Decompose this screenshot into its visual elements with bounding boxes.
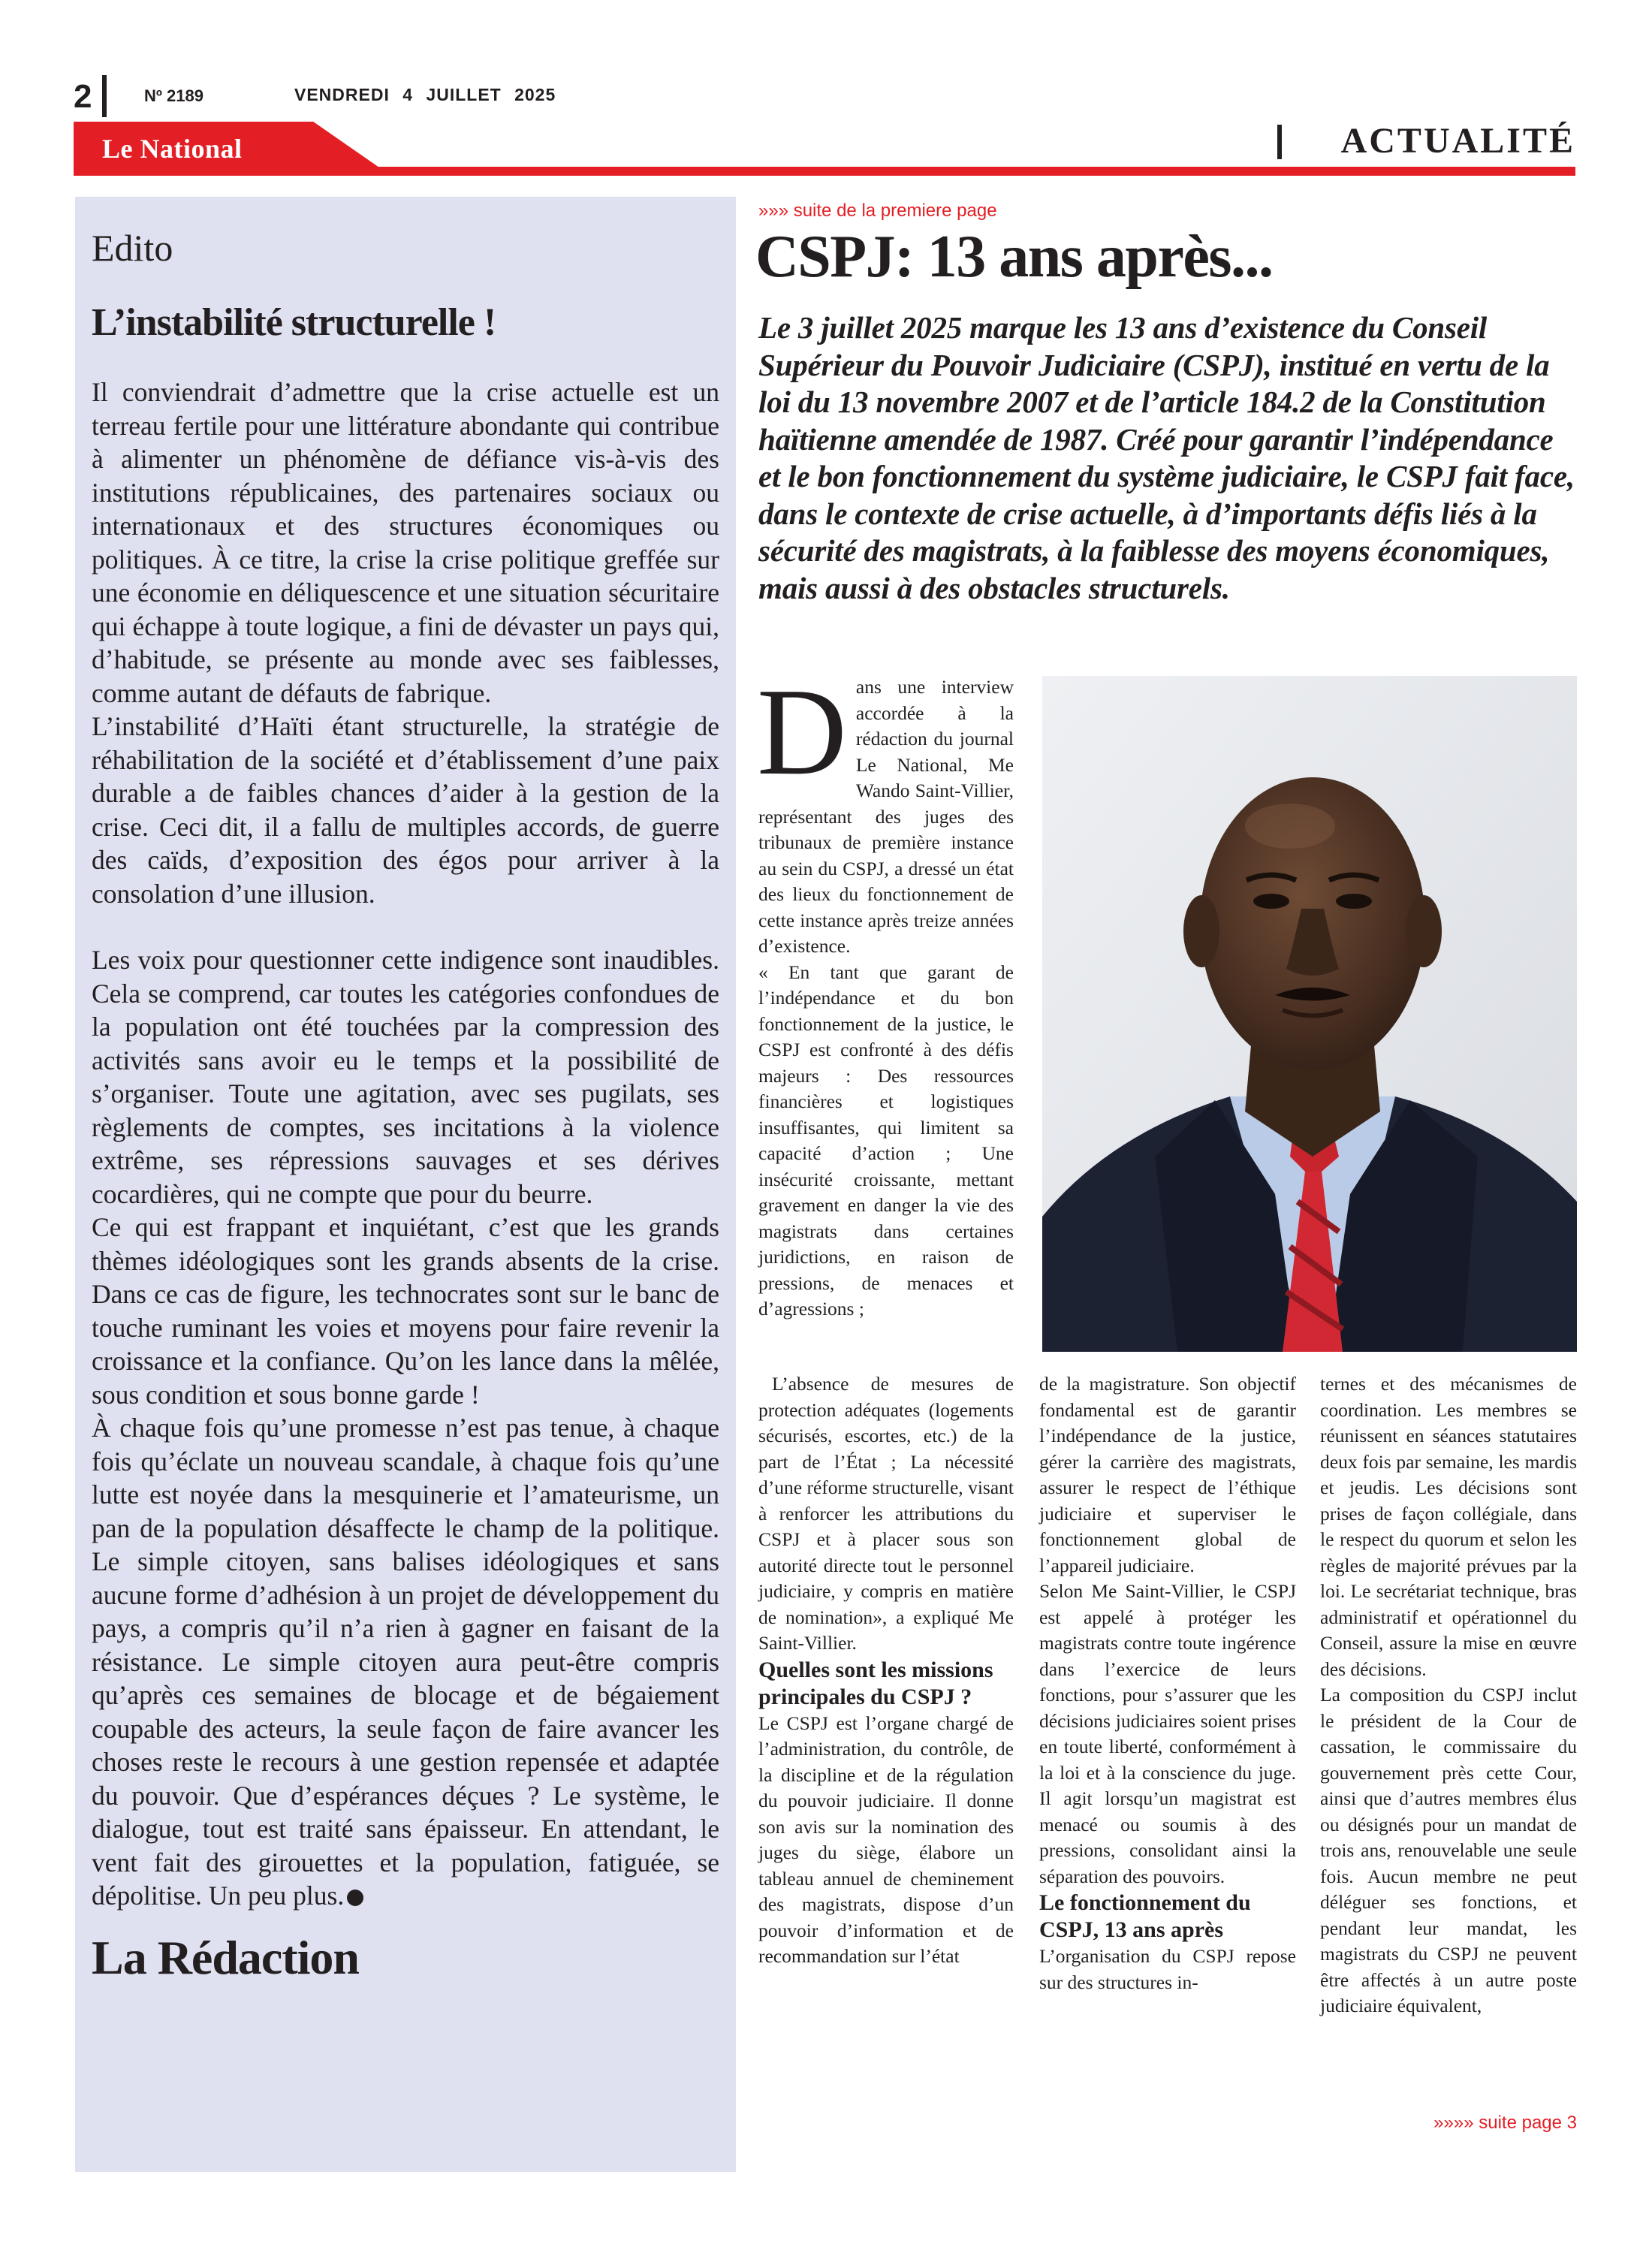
editorial-signature: La Rédaction bbox=[92, 1930, 359, 1984]
issue-number: Nº 2189 bbox=[144, 86, 203, 105]
issue-date: VENDREDI 4 JUILLET 2025 bbox=[294, 85, 556, 104]
continued-from-label: »»» suite de la premiere page bbox=[758, 201, 997, 221]
continued-to-link[interactable]: »»»» suite page 3 bbox=[1433, 2113, 1577, 2133]
editorial-paragraph: L’instabilité d’Haïti étant structurelle, la stratégie de réhabilitation de la société et d’établissement d’une paix durable a de faibles chances d’aider à la gestion de la crise. Ceci dit, il a fallu de multiples accords, de guerre des caïds, d’exposition des égos pour arriver à la consolation d’une illusion. bbox=[92, 711, 719, 909]
portrait-photo bbox=[1042, 676, 1577, 1352]
editorial-box bbox=[75, 197, 736, 2172]
editorial-kicker: Edito bbox=[92, 227, 173, 269]
section-title: ACTUALITÉ bbox=[1340, 121, 1575, 161]
editorial-paragraph: Il conviendrait d’admettre que la crise actuelle est un terreau fertile pour une littérature abondante qui contribue à alimenter un phénomène de défiance vis-à-vis des institutions républicaines, des partenaires sociaux ou internationaux et des structures économiques ou politiques. À ce titre, la crise la crise politique greffée sur une économie en déliquescence et une situation sécuritaire qui échappe à toute logique, a fini de dévaster un pays qui, d’habitude, se présente au monde avec ses faiblesses, comme autant de défauts de fabrique. bbox=[92, 377, 719, 708]
article-subheading: Le fonctionnement du CSPJ, 13 ans après bbox=[1039, 1890, 1251, 1942]
header-divider bbox=[102, 75, 107, 117]
newspaper-brand: Le National bbox=[102, 134, 243, 164]
article-paragraph: L’absence de mesures de protection adéquates (logements sécurisés, escortes, etc.) de la part de l’État ; La nécessité d’une réforme structurelle, visant à renforcer les attributions du CSPJ et à placer sous son autorité directe tout le personnel judiciaire, y compris en matière de nomination», a expliqué Me Saint-Villier. bbox=[758, 1373, 1014, 1654]
article-paragraph: La composition du CSPJ inclut le président de la Cour de cassation, le commissaire du gouvernement près cette Cour, ainsi que d’autres membres élus ou désignés pour un mandat de trois ans, renouvelable une seule fois. Aucun membre ne peut déléguer ses fonctions, et pendant leur mandat, les magistrats du CSPJ ne peuvent être affectés à un autre poste judiciaire équivalent, bbox=[1320, 1684, 1577, 2016]
page-number: 2 bbox=[74, 78, 92, 115]
article-title: CSPJ: 13 ans après... bbox=[755, 224, 1273, 290]
article-column-1-lower bbox=[758, 1371, 1014, 1970]
article-column-2 bbox=[1039, 1371, 1296, 1995]
article-column-1 bbox=[757, 662, 1014, 1323]
article-paragraph: Selon Me Saint-Villier, le CSPJ est appelé à protéger les magistrats contre toute ingérence dans l’exercice de leurs fonctions, pour s’assurer que les décisions judiciaires soient prises en toute liberté, conformément à la loi et à la conscience du juge. Il agit lorsqu’un magistrat est menacé ou soumis à des pressions, consolidant ainsi la séparation des pouvoirs. bbox=[1039, 1580, 1296, 1887]
editorial-paragraph-last bbox=[92, 1411, 719, 1913]
article-paragraph: de la magistrature. Son objectif fondamental est de garantir l’indépendance de la justice, gérer la carrière des magistrats, assurer le respect de l’éthique judiciaire et superviser le fonctionnement global de l’appareil judiciaire. bbox=[1039, 1373, 1296, 1576]
article-lead: Le 3 juillet 2025 marque les 13 ans d’existence du Conseil Supérieur du Pouvoir Judiciaire (CSPJ), institué en vertu de la loi du 13 novembre 2007 et de l’article 184.2 de la Constitution haïtienne amendée de 1987. Créé pour garantir l’indépendance et le bon fonctionnement du système judiciaire, le CSPJ fait face, dans le contexte de crise actuelle, à d’importants défis liés à la sécurité des magistrats, à la faiblesse des moyens économiques, mais aussi à des obstacles structurels. bbox=[758, 310, 1575, 605]
article-paragraph bbox=[757, 662, 1014, 960]
article-paragraph: Le CSPJ est l’organe chargé de l’administration, du contrôle, de la discipline et de la régulation du pouvoir judiciaire. Il donne son avis sur la nomination des juges du siège, élabore un tableau annuel de cheminement des magistrats, dispose d’un pouvoir d’information et de recommandation sur l’état bbox=[758, 1712, 1014, 1967]
section-divider bbox=[1277, 125, 1282, 159]
editorial-paragraph: Ce qui est frappant et inquiétant, c’est que les grands thèmes idéologiques sont les grands absents de la crise. Dans ce cas de figure, les technocrates sont sur le banc de touche ruminant les voies et moyens pour faire revenir la croissance et la confiance. Qu’on les lance dans la mêlée, sous condition et sous bonne garde ! bbox=[92, 1212, 719, 1410]
article-paragraph-text: ans une interview accordée à la rédaction du journal Le National, Me Wando Saint-Villier, représentant des juges des tribunaux de première instance au sein du CSPJ, a dressé un état des lieux du fonctionnement de cette instance après treize années d’existence. bbox=[758, 676, 1014, 957]
article-paragraph: L’organisation du CSPJ repose sur des structures in- bbox=[1039, 1945, 1296, 1993]
article-paragraph: ternes et des mécanismes de coordination. Les membres se réunissent en séances statutaires deux fois par semaine, les mardis et jeudis. Les décisions sont prises de façon collégiale, dans le respect du quorum et selon les règles de majorité prévues par la loi. Le secrétariat technique, bras administratif et opérationnel du Conseil, assure la mise en œuvre des décisions. bbox=[1320, 1373, 1577, 1680]
portrait-illustration bbox=[1042, 676, 1577, 1352]
article-column-3 bbox=[1320, 1371, 1577, 2019]
header-red-rule bbox=[74, 167, 1575, 176]
editorial-title: L’instabilité structurelle ! bbox=[92, 301, 496, 344]
editorial-paragraph: Les voix pour questionner cette indigence sont inaudibles. Cela se comprend, car toutes les catégories confondues de la population ont été touchées par la compression des activités sans avoir eu le temps et la possibilité de s’organiser. Toute une agitation, avec ses pugilats, ses règlements de comptes, ses incitations à la violence extrême, ses répressions sauvages et ses dérives cocardières, qui ne compte que pour du beurre. bbox=[92, 945, 719, 1209]
drop-cap: D bbox=[757, 662, 847, 801]
end-mark-icon bbox=[347, 1890, 363, 1906]
editorial-paragraph-text: À chaque fois qu’une promesse n’est pas tenue, à chaque fois qu’éclate un nouveau scandale, à chaque fois qu’une lutte est noyée dans la mesquinerie et l’amateurisme, un pan de la population désaffecte le champ de la politique. Le simple citoyen, sans balises idéologiques et sans aucune forme d’adhésion à un projet de développement du pays, a compris qu’il n’a rien à gagner en faisant de la résistance. Le simple citoyen aura peut-être compris qu’après ces semaines de blocage et de bégaiement coupable des acteurs, la seule façon de faire avancer les choses reste le recours à une gestion repensée et adaptée du pouvoir. Que d’espérances déçues ? Le système, le dialogue, tout est traité sans épaisseur. En attendant, le vent fait des girouettes et la population, fatiguée, se dépolitise. Un peu plus. bbox=[92, 1413, 719, 1911]
editorial-body bbox=[92, 376, 719, 1913]
article-paragraph: « En tant que garant de l’indépendance et du bon fonctionnement de la justice, le CSPJ est confronté à des défis majeurs : Des ressources financières et logistiques insuffisantes, qui limitent sa capacité d’action ; Une insécurité croissante, mettant gravement en danger la vie des magistrats dans certaines juridictions, en raison de pressions, de menaces et d’agressions ; bbox=[758, 961, 1014, 1320]
article-subheading: Quelles sont les missions principales du CSPJ ? bbox=[758, 1657, 993, 1709]
